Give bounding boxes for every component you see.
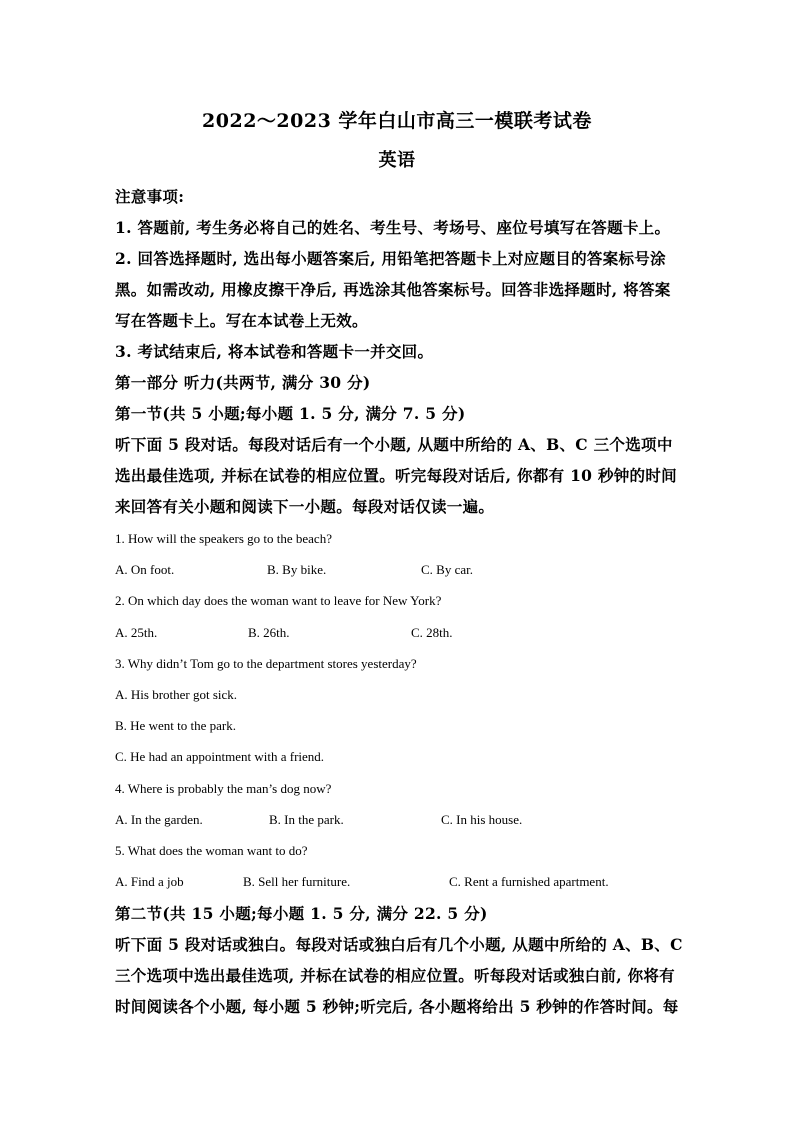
notice-item-1: 1. 答题前, 考生务必将自己的姓名、考生号、考场号、座位号填写在答题卡上。 [115, 218, 671, 237]
notice-item-3: 3. 考试结束后, 将本试卷和答题卡一并交回。 [115, 342, 434, 361]
question-3-option-a: A. His brother got sick. [115, 687, 238, 702]
question-1-option-c: C. By car. [421, 562, 473, 577]
question-2-option-c: C. 28th. [411, 625, 453, 640]
question-2-option-b: B. 26th. [248, 625, 290, 640]
section2-instruction: 听下面 5 段对话或独白。每段对话或独白后有几个小题, 从题中所给的 A、B、C 三个选项中选出最佳选项, 并标在试卷的相应位置。听每段对话或独白前, 你将有时间阅读各个小题, 每小题 5 秒钟;听完后, 各小题将给出 5 秒钟的作答时间。每 [115, 935, 683, 1016]
question-5-option-c: C. Rent a furnished apartment. [449, 874, 609, 889]
part1-heading: 第一部分 听力(共两节, 满分 30 分) [115, 373, 371, 392]
question-4-option-a: A. In the garden. [115, 812, 203, 827]
question-4-option-b: B. In the park. [269, 812, 344, 827]
section1-heading: 第一节(共 5 小题;每小题 1. 5 分, 满分 7. 5 分) [115, 404, 466, 423]
notice-heading: 注意事项: [115, 187, 185, 206]
section1-instruction: 听下面 5 段对话。每段对话后有一个小题, 从题中所给的 A、B、C 三个选项中选出最佳选项, 并标在试卷的相应位置。听完每段对话后, 你都有 10 秒钟的时间来回答有关小题和阅读下一小题。每段对话仅读一遍。 [115, 435, 677, 516]
question-5-stem: 5. What does the woman want to do? [115, 843, 308, 858]
exam-subject: 英语 [378, 150, 416, 171]
notice-item-2: 2. 回答选择题时, 选出每小题答案后, 用铅笔把答题卡上对应题目的答案标号涂黑。如需改动, 用橡皮擦干净后, 再选涂其他答案标号。回答非选择题时, 将答案写在答题卡上。写在本试卷上无效。 [115, 249, 671, 330]
question-5-option-b: B. Sell her furniture. [243, 874, 351, 889]
question-3-option-c: C. He had an appointment with a friend. [115, 749, 325, 764]
question-3-option-b: B. He went to the park. [115, 718, 236, 733]
question-1-option-a: A. On foot. [115, 562, 175, 577]
question-3-stem: 3. Why didn’t Tom go to the department stores yesterday? [115, 656, 417, 671]
question-2-stem: 2. On which day does the woman want to leave for New York? [115, 593, 442, 608]
question-1-option-b: B. By bike. [267, 562, 327, 577]
question-4-stem: 4. Where is probably the man’s dog now? [115, 781, 332, 796]
question-5-option-a: A. Find a job [115, 874, 184, 889]
question-1-stem: 1. How will the speakers go to the beach? [115, 531, 332, 546]
question-4-option-c: C. In his house. [441, 812, 523, 827]
exam-title: 2022～2023 学年白山市高三一模联考试卷 [202, 110, 592, 132]
section2-heading: 第二节(共 15 小题;每小题 1. 5 分, 满分 22. 5 分) [115, 904, 488, 923]
question-2-option-a: A. 25th. [115, 625, 158, 640]
